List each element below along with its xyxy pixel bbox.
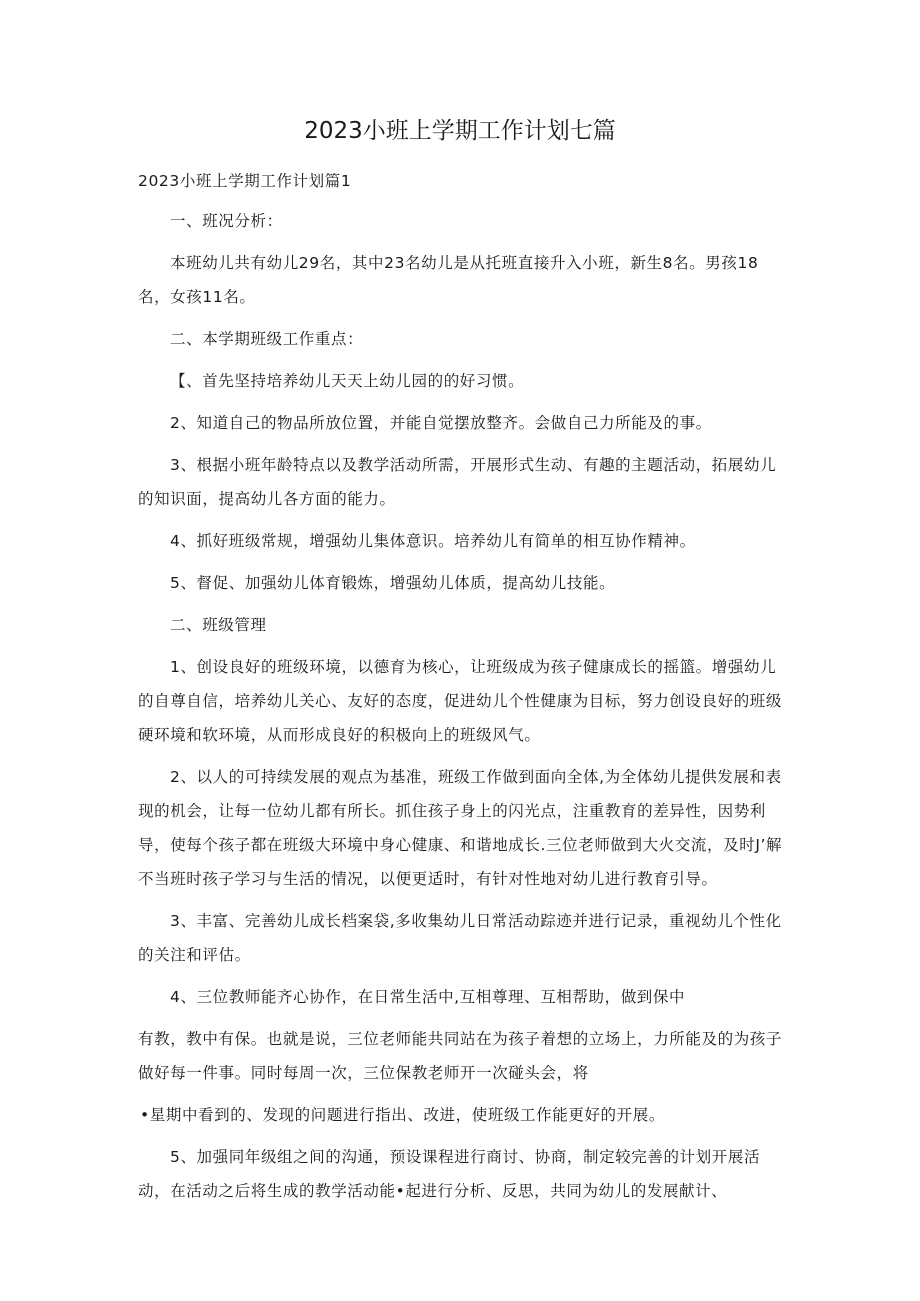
document-title: 2023小班上学期工作计划七篇 [304,118,616,144]
focus-item-3: 3、根据小班年龄特点以及教学活动所需，开展形式生动、有趣的主题活动，拓展幼儿的知识面，提高幼儿各方面的能力。 [138,456,777,508]
management-item-4-start: 4、三位教师能齐心协作，在日常生活中,互相尊理、互相帮助，做到保中 [170,988,686,1006]
management-item-2: 2、以人的可持续发展的观点为基准，班级工作做到面向全体,为全体幼儿提供发展和表现的机会，让每一位幼儿都有所长。抓住孩子身上的闪光点，注重教育的差异性，因势利导，使每个孩子都在班级大环境中身心健康、和谐地成长.三位老师做到大火交流，及时J’解不当班时孩子学习与生活的情况，以便更适时，有针对性地对幼儿进行教育引导。 [138,768,783,888]
heading-class-analysis: 一、班况分析： [170,212,283,230]
management-item-4-end: •星期中看到的、发现的问题进行指出、改进，使班级工作能更好的开展。 [140,1106,665,1124]
focus-item-2: 2、知道自己的物品所放位置，并能自觉摆放整齐。会做自己力所能及的事。 [170,414,712,432]
section-subtitle: 2023小班上学期工作计划篇1 [138,172,352,190]
management-item-5: 5、加强同年级组之间的沟通，预设课程进行商讨、协商，制定较完善的计划开展活动，在活动之后将生成的教学活动能•起进行分析、反思，共同为幼儿的发展献计、 [138,1148,761,1200]
heading-class-management: 二、班级管理 [170,616,267,634]
focus-item-4: 4、抓好班级常规，增强幼儿集体意识。培养幼儿有简单的相互协作精神。 [170,532,696,550]
heading-work-focus: 二、本学期班级工作重点： [170,330,364,348]
focus-item-1: 【、首先坚持培养幼儿天天上幼儿园的的好习惯。 [170,372,525,390]
focus-item-5: 5、督促、加强幼儿体育锻炼，增强幼儿体质，提高幼儿技能。 [170,574,616,592]
management-item-1: 1、创设良好的班级环境，以德育为核心，让班级成为孩子健康成长的摇篮。增强幼儿的自尊自信，培养幼儿关心、友好的态度，促进幼儿个性健康为目标，努力创设良好的班级硬环境和软环境，从而形成良好的积极向上的班级风气。 [138,658,783,744]
management-item-4-continued: 有教，教中有保。也就是说，三位老师能共同站在为孩子着想的立场上，力所能及的为孩子做好每一件事。同时每周一次，三位保教老师开一次碰头会，将 [138,1030,783,1082]
management-item-3: 3、丰富、完善幼儿成长档案袋,多收集幼儿日常活动踪迹并进行记录，重视幼儿个性化的关注和评估。 [138,912,782,964]
document-body [138,164,783,1216]
paragraph-class-analysis: 本班幼儿共有幼儿29名，其中23名幼儿是从托班直接升入小班，新生8名。男孩18名，女孩11名。 [138,254,759,306]
